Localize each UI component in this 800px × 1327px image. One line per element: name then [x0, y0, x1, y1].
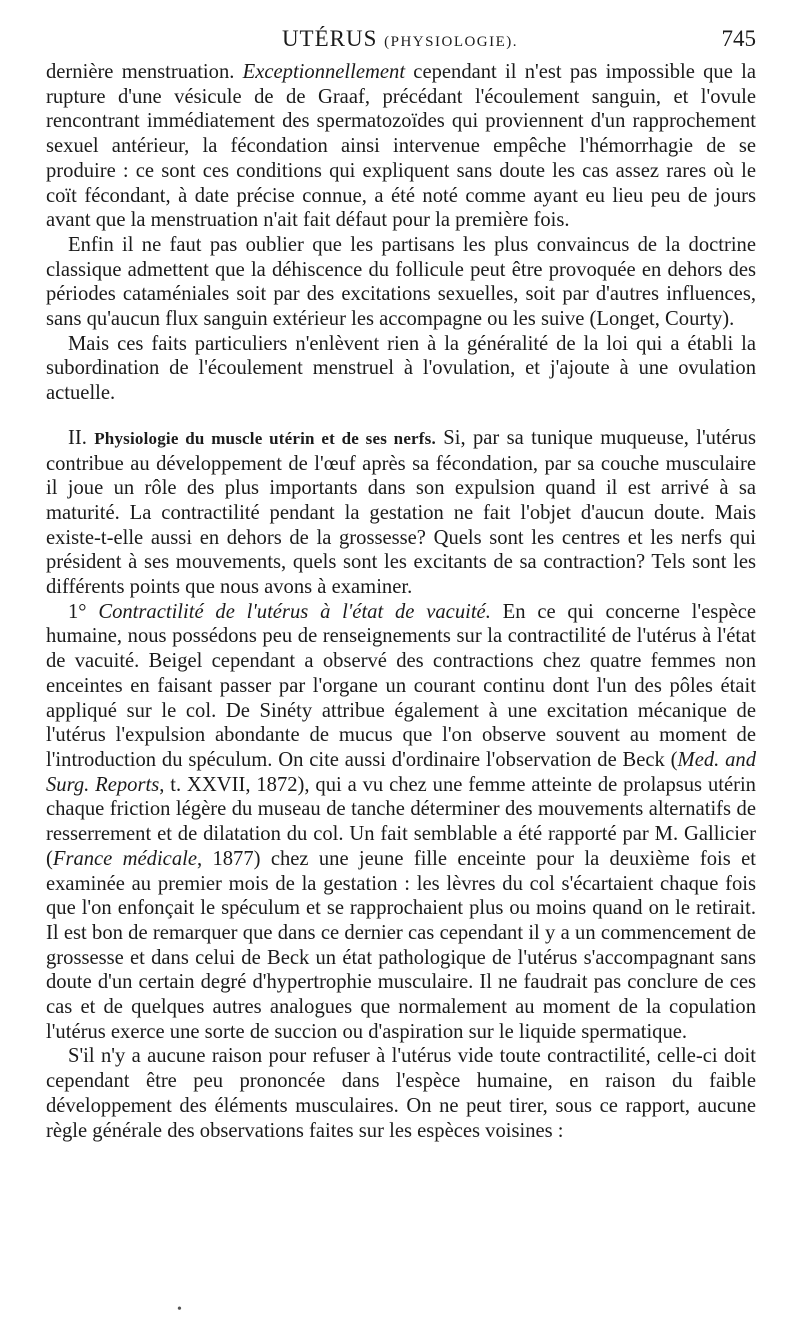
section-ii-text: Si, par sa tunique muqueuse, l'utérus contribue au développement de l'œuf après sa fécondation, par sa couche musculaire il joue un rôle des plus importants dans son expulsion quand il est arrivé à sa maturité. La contractilité pendant la gestation ne fait l'objet d'aucun doute. Mais existe-t-elle aussi en dehors de la grossesse? Quels sont les centres et les nerfs qui président à ses mouvements, quels sont les excitants de sa contraction? Tels sont les différents points que nous avons à examiner.	[46, 426, 756, 599]
subsection-1-heading: Contractilité de l'utérus à l'état de vacuité.	[98, 600, 491, 623]
page-header	[44, 20, 756, 56]
subsection-1-text-c: , 1877) chez une jeune fille enceinte pour la deuxième fois et examinée au premier mois de la gestation : les lèvres du col s'écartaient chaque fois que l'on enfonçait le spéculum et se rapprochaient plus ou moins quand on le retirait. Il est bon de remarquer que dans ce dernier cas cependant il y a un commencement de grossesse et dans celui de Beck un état pathologique de l'utérus s'accompagnant sans doute d'un certain degré d'hypertrophie musculaire. Il ne faudrait pas conclure de ces cas et de quelques autres analogues que normalement au moment de la copulation l'utérus exerce une sorte de succion ou d'aspiration sur le liquide spermatique.	[46, 847, 756, 1043]
footer-mark: •	[177, 1302, 182, 1317]
paragraph-1-text-a: dernière menstruation.	[46, 61, 243, 83]
paragraph-1	[46, 60, 756, 233]
subsection-1-ref-1: Med. and Surg. Reports	[46, 748, 757, 796]
subsection-1	[46, 600, 756, 1045]
subsection-1-ref-2: France médicale	[52, 847, 197, 870]
paragraph-1-emphasis: Exceptionnellement	[242, 61, 406, 83]
section-ii-heading: Physiologie du muscle utérin et de ses nerfs.	[94, 428, 436, 448]
running-head-title: UTÉRUS	[281, 26, 378, 51]
paragraph-6: S'il n'y a aucune raison pour refuser à l'utérus vide toute contractilité, celle-ci doit cependant être peu prononcée dans l'espèce humaine, en raison du faible développement des éléments musculaires. On ne peut tirer, sous ce rapport, aucune règle générale des observations faites sur les espèces voisines :	[46, 1045, 756, 1142]
section-ii	[46, 426, 756, 600]
paragraph-3: Mais ces faits particuliers n'enlèvent rien à la généralité de la loi qui a établi la subordination de l'écoulement menstruel à l'ovulation, et j'ajoute à une ovulation actuelle.	[46, 332, 756, 405]
running-head-subtitle: (PHYSIOLOGIE).	[384, 34, 519, 50]
paragraph-2: Enfin il ne faut pas oublier que les partisans les plus convaincus de la doctrine classique admettent que la déhiscence du follicule peut être provoquée en dehors des périodes cataméniales soit par des excitations sexuelles, soit par d'autres influences, sans qu'aucun flux sanguin extérieur les accompagne ou les suive (Longet, Courty).	[46, 233, 756, 331]
section-gap	[46, 406, 756, 426]
running-head	[44, 26, 756, 52]
subsection-1-text-a: En ce qui concerne l'espèce humaine, nous possédons peu de renseignements sur la contractilité de l'utérus à l'état de vacuité. Beigel cependant a observé des contractions chez quatre femmes non enceintes en faisant passer par l'organe un courant continu dont l'un des pôles était appliqué sur le col. De Sinéty attribue également à une excitation mécanique de l'utérus l'expulsion abondante de mucus que l'on observe souvent au moment de l'introduction du spéculum. On cite aussi d'ordinaire l'observation de Beck (	[46, 600, 756, 771]
section-ii-number: II.	[68, 426, 95, 449]
page-number: 745	[721, 26, 756, 51]
paragraph-1-text-c: cependant il n'est pas impossible que la rupture d'une vésicule de de Graaf, précédant l'écoulement sanguin, et l'ovule rencontrant immédiatement des spermatozoïdes qui proviennent d'un rapprochement sexuel antérieur, la fécondation ainsi intervenue empêche l'hémorrhagie de se produire : ce sont ces conditions qui expliquent sans doute les cas assez rares où le coït fécondant, à date précise connue, a été noté comme ayant eu lieu peu de jours avant que la menstruation n'ait fait défaut pour la première fois.	[46, 61, 756, 232]
body-text	[46, 60, 756, 1143]
subsection-1-number: 1°	[68, 600, 99, 623]
subsection-1-text-b: , t. XXVII, 1872), qui a vu chez une femme atteinte de prolapsus utérin chaque friction légère du museau de tanche déterminer des mouvements alternatifs de resserrement et de dilatation du col. Un fait semblable a été rapporté par M. Gallicier (	[46, 773, 756, 870]
